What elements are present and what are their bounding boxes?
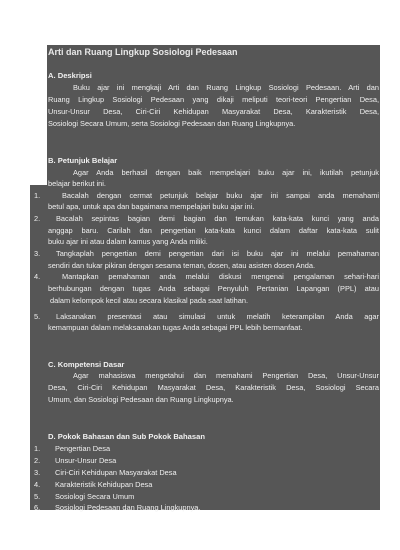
list-item-label: Ciri-Ciri Kehidupan Masyarakat Desa <box>55 468 177 477</box>
list-item-line: betul apa, untuk apa dan bagaimana mempelajari buku ajar ini. <box>48 202 255 211</box>
list-item-line: Bacalah sepintas bagian demi bagian dan temukan kata-kata kunci yang anda <box>56 214 379 223</box>
list-item-number: 1. <box>34 444 41 453</box>
section-c-line: Desa, Ciri-Ciri Kehidupan Masyarakat Desa, Karakteristik Desa, Sosiologi Secara <box>48 383 379 392</box>
list-item-line: berhubungan dengan tugas Anda sebagai Penyuluh Pertanian Lapangan (PPL) atau <box>48 284 379 293</box>
list-item-line: sendiri dan tukar pikiran dengan sesama teman, dosen, atau asisten dosen Anda. <box>48 261 316 270</box>
list-item-number: 5. <box>34 312 41 321</box>
section-a-line: Buku ajar ini mengkaji Arti dan Ruang Lingkup Sosiologi Pedesaan. Arti dan <box>73 83 379 92</box>
list-item-number: 3. <box>34 249 41 258</box>
list-item-line: Mantapkan pemahaman anda melalui diskusi mengenai pengalaman sehari-hari <box>62 272 379 281</box>
list-item-label: Pengertian Desa <box>55 444 111 453</box>
list-item-number: 1. <box>34 191 41 200</box>
list-item-label: Sosiologi Pedesaan dan Ruang Lingkupnya. <box>55 503 201 512</box>
page-title: Arti dan Ruang Lingkup Sosiologi Pedesaan <box>48 47 238 57</box>
list-item-number: 2. <box>34 214 41 223</box>
list-item-number: 2. <box>34 456 41 465</box>
section-d-heading: D. Pokok Bahasan dan Sub Pokok Bahasan <box>48 432 205 441</box>
list-item-number: 5. <box>34 492 41 501</box>
section-a-line: Ruang Lingkup Sosiologi Pedesaan yang dikaji meliputi teori-teori Pengertian Desa, <box>48 95 379 104</box>
section-c-line: Umum, dan Sosiologi Pedesaan dan Ruang Lingkupnya. <box>48 395 234 404</box>
section-c-line: Agar mahasiswa mengetahui dan memahami Pengertian Desa, Unsur-Unsur <box>73 371 379 380</box>
list-item-label: Sosiologi Secara Umum <box>55 492 135 501</box>
list-item-label: Karakteristik Kehidupan Desa <box>55 480 153 489</box>
section-c-heading: C. Kompetensi Dasar <box>48 360 125 369</box>
section-a-line: Unsur-Unsur Desa, Ciri-Ciri Kehidupan Masyarakat Desa, Karakteristik Desa, <box>48 107 379 116</box>
list-item-line: kemampuan dalam melaksanakan tugas Anda sebagai PPL lebih bermanfaat. <box>48 323 303 332</box>
section-a-heading: A. Deskripsi <box>48 71 92 80</box>
list-item-number: 6. <box>34 503 41 512</box>
section-b-heading: B. Petunjuk Belajar <box>48 156 118 165</box>
section-a-line: Sosiologi Secara Umum, serta Sosiologi Pedesaan dan Ruang Lingkupnya. <box>48 119 296 128</box>
list-item-line: Tangkaplah pengertian demi pengertian dari isi buku ajar ini melalui pemahaman <box>56 249 379 258</box>
section-b-intro-line: belajar berikut ini. <box>48 179 106 188</box>
list-item-number: 4. <box>34 272 41 281</box>
section-b-intro-line: Agar Anda berhasil dengan baik mempelajari buku ajar ini, ikutilah petunjuk <box>73 168 379 177</box>
list-item-number: 3. <box>34 468 41 477</box>
list-item-line: buku ajar ini atau dalam kamus yang Anda miliki. <box>48 237 208 246</box>
list-item-number: 4. <box>34 480 41 489</box>
list-item-line: anggap baru. Carilah dan pengertian kata-kata kunci dalam daftar kata-kata sulit <box>48 226 379 235</box>
list-item-line: Laksanakan presentasi atau simulasi untuk melatih keterampilan Anda agar <box>56 312 379 321</box>
list-item-label: Unsur-Unsur Desa <box>55 456 117 465</box>
list-item-line: dalam kelompok kecil atau secara klasikal pada saat latihan. <box>50 296 249 305</box>
list-item-line: Bacalah dengan cermat petunjuk belajar buku ajar ini sampai anda memahami <box>62 191 379 200</box>
